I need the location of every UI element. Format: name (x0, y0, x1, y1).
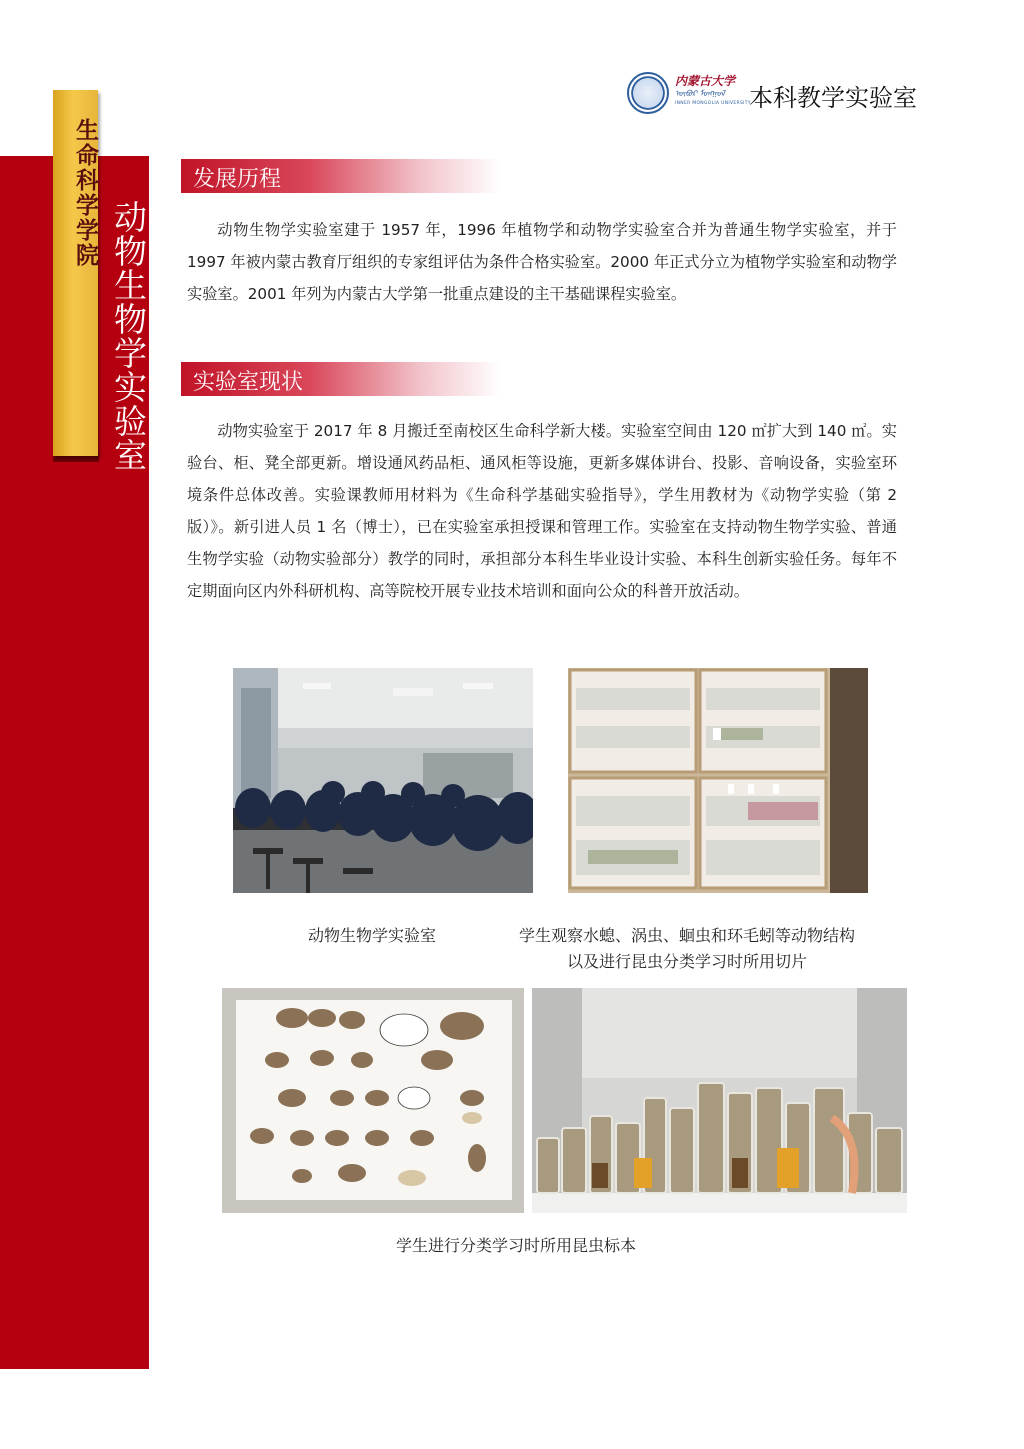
logo-chinese: 内蒙古大学 (675, 74, 736, 88)
status-paragraph: 动物实验室于 2017 年 8 月搬迁至南校区生命科学新大楼。实验室空间由 120 ㎡扩大到 140 ㎡。实验台、柜、凳全部更新。增设通风药品柜、通风柜等设施，更新多媒体讲台、投影、音响设备，实验室环境条件总体改善。实验课教师用材料为《生命科学基础实验指导》，学生用教材为《动物学实验（第 2 版）》。新引进人员 1 名（博士），已在实验室承担授课和管理工作。实验室在支持动物生物学实验、普通生物学实验（动物实验部分）教学的同时，承担部分本科生毕业设计实验、本科生创新实验任务。每年不定期面向区内外科研机构、高等院校开展专业技术培训和面向公众的科普开放活动。 (187, 422, 897, 600)
college-tab (53, 90, 98, 456)
page-title: 本科教学实验室 (749, 84, 917, 112)
university-seal-icon (627, 72, 669, 114)
caption-specimens: 学生进行分类学习时所用昆虫标本 (396, 1236, 637, 1255)
page-header (627, 72, 917, 116)
university-logo (675, 74, 751, 114)
butterfly-specimens-photo (222, 988, 524, 1213)
section-heading-text: 发展历程 (193, 167, 282, 192)
college-name: 生命科学学院 (72, 118, 98, 268)
slide-boxes-photo (568, 668, 868, 893)
lab-room-photo (233, 668, 533, 893)
section-heading-status (181, 362, 501, 396)
lab-name-vertical: 动物生物学实验室 (109, 200, 148, 472)
caption-slides-line1: 学生观察水螅、涡虫、蛔虫和环毛蚓等动物结构 (519, 926, 856, 945)
section-heading-text: 实验室现状 (193, 370, 304, 395)
specimen-jars-photo (532, 988, 907, 1213)
caption-slides-line2: 以及进行昆虫分类学习时所用切片 (567, 952, 808, 971)
caption-lab-photo: 动物生物学实验室 (308, 926, 437, 945)
history-paragraph: 动物生物学实验室建于 1957 年，1996 年植物学和动物学实验室合并为普通生物学实验室，并于 1997 年被内蒙古教育厅组织的专家组评估为条件合格实验室。2000 年正式分立为植物学实验室和动物学实验室。2001 年列为内蒙古大学第一批重点建设的主干基础课程实验室。 (187, 221, 897, 303)
section-heading-history (181, 159, 501, 193)
logo-english: INNER MONGOLIA UNIVERSITY (675, 101, 751, 106)
logo-mongolian: ᠥᠪᠦᠷ ᠮᠣᠩᠭᠣᠯ (675, 89, 725, 98)
